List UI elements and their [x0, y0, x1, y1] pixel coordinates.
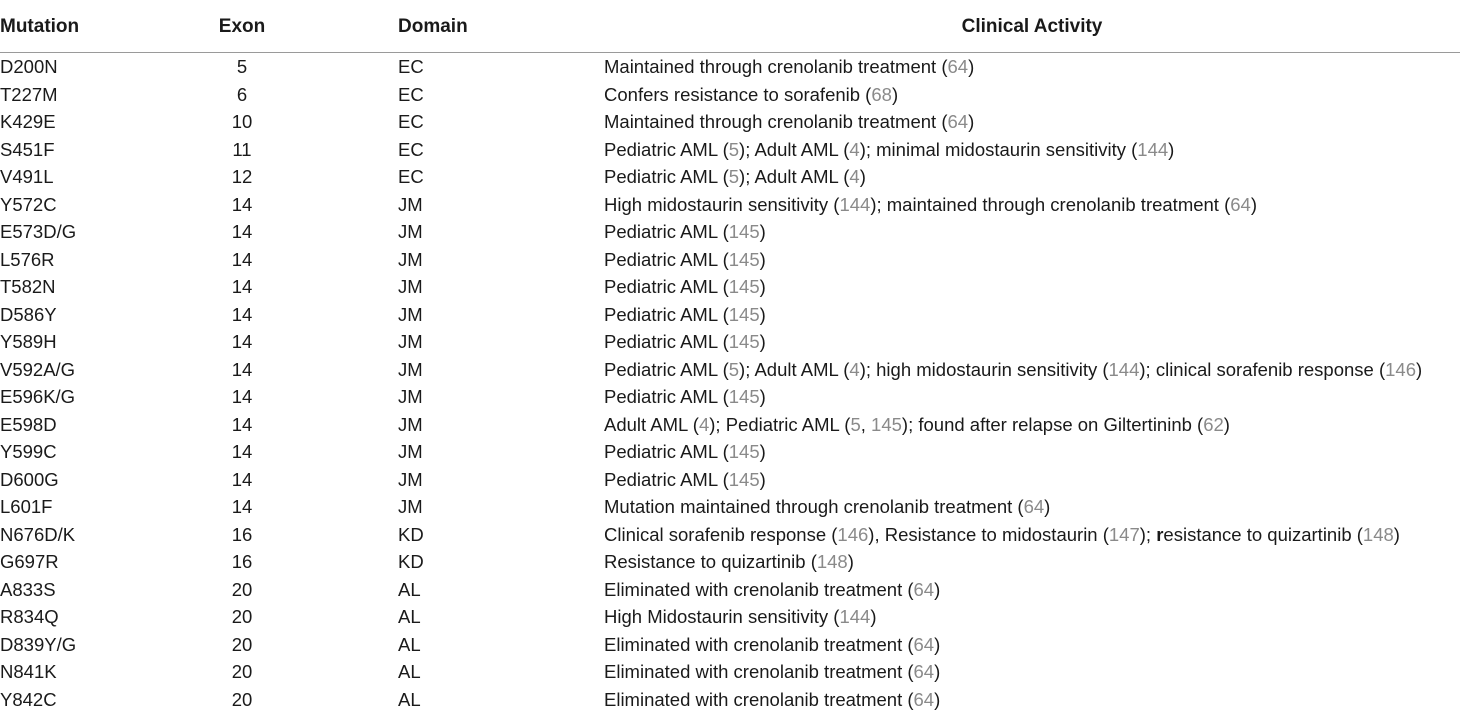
activity-text: )	[934, 578, 941, 600]
domain-cell: KD	[398, 551, 424, 572]
activity-text: ); high midostaurin sensitivity (	[859, 358, 1109, 380]
activity-text: Eliminated with crenolanib treatment (	[604, 661, 914, 682]
table-row	[0, 438, 1460, 466]
reference-link[interactable]: 64	[1023, 496, 1045, 517]
mutation-cell: K429E	[0, 111, 56, 132]
activity-text: ); Adult AML (	[739, 138, 850, 160]
reference-link[interactable]: 62	[1203, 413, 1224, 435]
activity-text: )	[759, 441, 766, 462]
table-row	[0, 603, 1460, 631]
clinical-activity-cell	[604, 221, 766, 243]
activity-text: Eliminated with crenolanib treatment (	[604, 578, 914, 600]
mutation-cell: Y589H	[0, 331, 57, 352]
activity-text: )	[968, 56, 975, 77]
clinical-activity-cell	[604, 469, 766, 491]
mutation-cell: V491L	[0, 166, 54, 187]
reference-link[interactable]: 146	[837, 523, 869, 545]
reference-link[interactable]: 4	[849, 138, 860, 160]
activity-text: Pediatric AML (	[604, 166, 729, 187]
exon-cell: 14	[231, 496, 253, 517]
domain-cell: AL	[398, 606, 421, 627]
mutation-cell: R834Q	[0, 606, 59, 627]
clinical-activity-cell	[604, 139, 1174, 161]
reference-link[interactable]: 145	[728, 331, 760, 352]
clinical-activity-cell	[604, 84, 898, 106]
table-row	[0, 191, 1460, 219]
header-exon: Exon	[218, 16, 266, 37]
reference-link[interactable]: 64	[913, 633, 935, 655]
reference-link[interactable]: 4	[849, 358, 860, 380]
domain-cell: EC	[398, 111, 424, 132]
table-row	[0, 328, 1460, 356]
exon-cell: 14	[231, 193, 253, 215]
domain-cell: EC	[398, 166, 424, 187]
activity-text: Pediatric AML (	[604, 441, 729, 462]
mutation-cell: G697R	[0, 551, 59, 572]
domain-cell: KD	[398, 523, 424, 545]
clinical-activity-cell	[604, 166, 866, 188]
domain-cell: JM	[398, 386, 423, 407]
table-row	[0, 383, 1460, 411]
table-row	[0, 466, 1460, 494]
exon-cell: 14	[231, 468, 253, 490]
table-row	[0, 658, 1460, 686]
activity-text: )	[759, 276, 766, 297]
clinical-activity-cell	[604, 524, 1400, 546]
activity-text: Eliminated with crenolanib treatment (	[604, 633, 914, 655]
activity-text: Maintained through crenolanib treatment (	[604, 56, 948, 77]
reference-link[interactable]: 145	[728, 248, 760, 270]
exon-cell: 14	[231, 248, 253, 270]
clinical-activity-cell	[604, 386, 766, 408]
activity-text: )	[1168, 138, 1175, 160]
reference-link[interactable]: 4	[849, 166, 860, 187]
mutation-cell: D839Y/G	[0, 633, 77, 655]
activity-text: Pediatric AML (	[604, 303, 729, 325]
clinical-activity-cell	[604, 606, 877, 628]
activity-text: )	[870, 606, 877, 627]
mutation-cell: E598D	[0, 413, 57, 435]
exon-cell: 6	[236, 83, 248, 105]
mutation-cell: D586Y	[0, 303, 57, 325]
activity-text: Eliminated with crenolanib treatment (	[604, 688, 914, 710]
reference-link[interactable]: 145	[728, 303, 760, 325]
domain-cell: EC	[398, 138, 424, 160]
activity-text: ); Adult AML (	[739, 358, 850, 380]
table-row	[0, 686, 1460, 714]
reference-link[interactable]: 68	[871, 83, 892, 105]
reference-link[interactable]: 144	[839, 193, 871, 215]
domain-cell: JM	[398, 358, 423, 380]
table-row	[0, 163, 1460, 191]
clinical-activity-cell	[604, 276, 766, 298]
table-header	[0, 0, 1460, 53]
reference-link[interactable]: 4	[698, 413, 710, 435]
exon-cell: 16	[231, 523, 253, 545]
activity-text: Clinical sorafenib response (	[604, 523, 838, 545]
table-row	[0, 631, 1460, 659]
header-clinical-activity: Clinical Activity	[961, 16, 1103, 37]
mutation-cell: N676D/K	[0, 523, 76, 545]
activity-text: High Midostaurin sensitivity (	[604, 606, 840, 627]
exon-cell: 20	[231, 661, 253, 682]
domain-cell: JM	[398, 441, 423, 462]
reference-link[interactable]: 145	[728, 386, 760, 407]
domain-cell: AL	[398, 661, 421, 682]
exon-cell: 14	[231, 386, 253, 407]
activity-text: Pediatric AML (	[604, 468, 729, 490]
reference-link[interactable]: 5	[728, 138, 740, 160]
exon-cell: 14	[231, 221, 253, 242]
activity-text: ); maintained through crenolanib treatment (	[870, 193, 1231, 215]
clinical-activity-cell	[604, 359, 1422, 381]
activity-text: ); Pediatric AML (	[709, 413, 851, 435]
activity-text: ); found after relapse on Giltertininb (	[901, 413, 1204, 435]
domain-cell: EC	[398, 56, 424, 77]
reference-link[interactable]: 64	[913, 688, 935, 710]
activity-text: Pediatric AML (	[604, 276, 729, 297]
exon-cell: 5	[236, 56, 248, 77]
exon-cell: 20	[231, 688, 253, 710]
reference-link[interactable]: 5	[728, 166, 740, 187]
domain-cell: JM	[398, 193, 423, 215]
activity-text: )	[759, 468, 766, 490]
clinical-activity-cell	[604, 661, 940, 683]
activity-text: Mutation maintained through crenolanib treatment (	[604, 496, 1024, 517]
reference-link[interactable]: 64	[947, 56, 969, 77]
activity-text: )	[1223, 413, 1230, 435]
mutation-cell: A833S	[0, 578, 56, 600]
domain-cell: JM	[398, 221, 423, 242]
reference-link[interactable]: 5	[728, 358, 740, 380]
domain-cell: JM	[398, 276, 423, 297]
activity-text: )	[759, 331, 766, 352]
domain-cell: JM	[398, 496, 423, 517]
clinical-activity-cell	[604, 441, 766, 463]
reference-link[interactable]: 145	[728, 221, 760, 242]
exon-cell: 14	[231, 303, 253, 325]
exon-cell: 20	[231, 578, 253, 600]
clinical-activity-cell	[604, 634, 940, 656]
mutation-cell: D600G	[0, 468, 59, 490]
clinical-activity-cell	[604, 249, 766, 271]
clinical-activity-cell	[604, 551, 854, 573]
clinical-activity-cell	[604, 56, 974, 78]
activity-text: esistance to quizartinib (	[1163, 523, 1363, 545]
activity-text: Pediatric AML (	[604, 358, 729, 380]
activity-text: Pediatric AML (	[604, 221, 729, 242]
domain-cell: JM	[398, 331, 423, 352]
mutation-cell: L576R	[0, 248, 55, 270]
mutation-cell: D200N	[0, 56, 58, 77]
clinical-activity-cell	[604, 304, 766, 326]
reference-link[interactable]: 146	[1385, 358, 1417, 380]
exon-cell: 14	[231, 358, 253, 380]
table-row	[0, 81, 1460, 109]
activity-text: Confers resistance to sorafenib (	[604, 83, 872, 105]
activity-text: )	[934, 688, 941, 710]
domain-cell: JM	[398, 468, 423, 490]
reference-link[interactable]: 147	[1108, 523, 1140, 545]
reference-link[interactable]: 64	[913, 661, 935, 682]
activity-text: High midostaurin sensitivity (	[604, 193, 840, 215]
exon-cell: 10	[231, 111, 253, 132]
domain-cell: EC	[398, 83, 424, 105]
table-row	[0, 493, 1460, 521]
table-body	[0, 53, 1460, 713]
table-row	[0, 576, 1460, 604]
activity-text: )	[759, 221, 766, 242]
domain-cell: AL	[398, 633, 421, 655]
activity-text: Pediatric AML (	[604, 248, 729, 270]
header-domain: Domain	[398, 16, 468, 37]
activity-text: ), Resistance to midostaurin (	[868, 523, 1109, 545]
mutation-cell: V592A/G	[0, 358, 76, 380]
domain-cell: JM	[398, 248, 423, 270]
table-row	[0, 273, 1460, 301]
exon-cell: 16	[231, 551, 253, 572]
exon-cell: 11	[232, 138, 252, 160]
reference-link[interactable]: 64	[947, 111, 969, 132]
activity-text: ,	[860, 413, 872, 435]
activity-text: )	[759, 386, 766, 407]
activity-text: Pediatric AML (	[604, 331, 729, 352]
table-row	[0, 411, 1460, 439]
activity-text: )	[759, 303, 766, 325]
activity-text: );	[1139, 523, 1157, 545]
activity-text: )	[934, 633, 941, 655]
table-row	[0, 136, 1460, 164]
domain-cell: JM	[398, 303, 423, 325]
mutation-cell: S451F	[0, 138, 55, 160]
exon-cell: 14	[231, 276, 253, 297]
activity-text: ); clinical sorafenib response (	[1139, 358, 1386, 380]
activity-text: )	[847, 551, 854, 572]
clinical-activity-cell	[604, 414, 1230, 436]
exon-cell: 14	[231, 413, 253, 435]
domain-cell: JM	[398, 413, 423, 435]
table-row	[0, 548, 1460, 576]
activity-text: )	[968, 111, 975, 132]
reference-link[interactable]: 144	[1108, 358, 1140, 380]
clinical-activity-cell	[604, 496, 1050, 518]
reference-link[interactable]: 64	[1230, 193, 1251, 215]
activity-text: )	[1416, 358, 1423, 380]
header-mutation: Mutation	[0, 16, 80, 37]
reference-link[interactable]: 145	[728, 441, 760, 462]
domain-cell: AL	[398, 688, 421, 710]
activity-text: ); Adult AML (	[739, 166, 850, 187]
reference-link[interactable]: 144	[1137, 138, 1169, 160]
reference-link[interactable]: 148	[816, 551, 848, 572]
activity-text: Maintained through crenolanib treatment (	[604, 111, 948, 132]
activity-text: )	[859, 166, 866, 187]
table-row	[0, 356, 1460, 384]
mutation-cell: L601F	[0, 496, 53, 517]
reference-link[interactable]: 144	[839, 606, 871, 627]
table-row	[0, 301, 1460, 329]
mutation-cell: T227M	[0, 83, 58, 105]
activity-text: )	[759, 248, 766, 270]
mutation-cell: E573D/G	[0, 221, 77, 242]
mutation-cell: E596K/G	[0, 386, 76, 407]
clinical-activity-cell	[604, 579, 940, 601]
reference-link[interactable]: 145	[728, 468, 760, 490]
activity-text: ); minimal midostaurin sensitivity (	[859, 138, 1138, 160]
clinical-activity-cell	[604, 194, 1257, 216]
table-row	[0, 218, 1460, 246]
clinical-activity-cell	[604, 689, 940, 711]
activity-text: )	[1250, 193, 1257, 215]
exon-cell: 20	[231, 633, 253, 655]
activity-text: Resistance to quizartinib (	[604, 551, 817, 572]
clinical-activity-cell	[604, 331, 766, 353]
table-row	[0, 108, 1460, 136]
exon-cell: 20	[231, 606, 253, 627]
mutation-cell: Y572C	[0, 193, 57, 215]
table-row	[0, 246, 1460, 274]
reference-link[interactable]: 64	[913, 578, 935, 600]
activity-text: Pediatric AML (	[604, 138, 729, 160]
table-row	[0, 521, 1460, 549]
mutation-cell: Y842C	[0, 688, 57, 710]
mutation-cell: N841K	[0, 661, 57, 682]
table-row	[0, 53, 1460, 81]
exon-cell: 12	[231, 166, 253, 187]
clinical-activity-cell	[604, 111, 974, 133]
exon-cell: 14	[231, 331, 253, 352]
activity-text: Pediatric AML (	[604, 386, 729, 407]
domain-cell: AL	[398, 578, 421, 600]
activity-text: r	[1156, 523, 1164, 545]
activity-text: )	[1393, 523, 1400, 545]
reference-link[interactable]: 145	[871, 413, 902, 435]
activity-text: )	[1044, 496, 1051, 517]
mutation-cell: T582N	[0, 276, 56, 297]
exon-cell: 14	[231, 441, 253, 462]
reference-link[interactable]: 145	[728, 276, 760, 297]
mutation-cell: Y599C	[0, 441, 57, 462]
activity-text: Adult AML (	[604, 413, 699, 435]
activity-text: )	[891, 83, 899, 105]
activity-text: )	[934, 661, 941, 682]
reference-link[interactable]: 148	[1362, 523, 1394, 545]
reference-link[interactable]: 5	[850, 413, 861, 435]
